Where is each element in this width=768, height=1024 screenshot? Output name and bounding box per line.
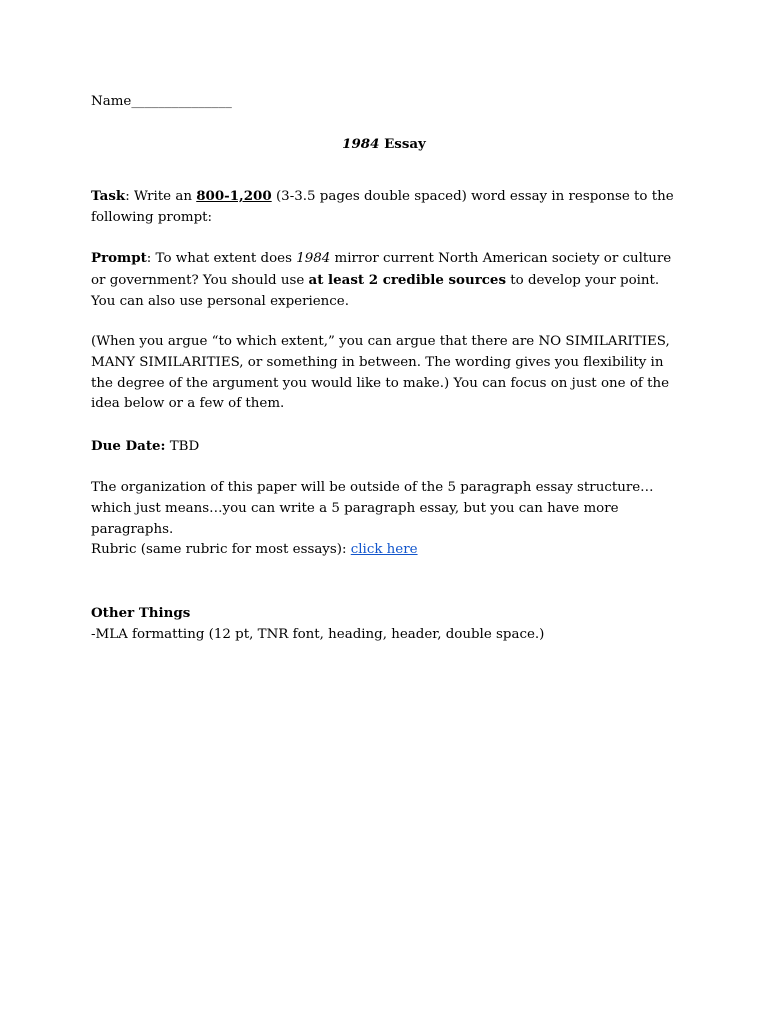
rubric-label: Rubric (same rubric for most essays): xyxy=(91,542,351,557)
prompt-part2: mirror current North American society or culture or government? You should use xyxy=(91,251,672,288)
prompt-sources: at least 2 credible sources xyxy=(308,271,506,288)
other-things-item: -MLA formatting (12 pt, TNR font, heading, header, double space.) xyxy=(91,626,545,642)
prompt-paragraph xyxy=(91,248,681,312)
name-blank[interactable]: _______________ xyxy=(131,94,232,109)
rubric-paragraph xyxy=(91,540,681,561)
name-field-line xyxy=(91,92,681,113)
task-rest: (3-3.5 pages double spaced) word essay in response to the following prompt: xyxy=(91,189,674,225)
task-sep: : Write an xyxy=(125,189,197,204)
other-things-section xyxy=(91,603,681,646)
organization-paragraph: The organization of this paper will be outside of the 5 paragraph essay structure…which just means…you can write a 5 paragraph essay, but you can have more paragraphs. xyxy=(91,480,654,537)
due-date-paragraph xyxy=(91,436,681,458)
title-book: 1984 xyxy=(342,136,380,152)
prompt-label: Prompt xyxy=(91,250,147,266)
other-things-heading: Other Things xyxy=(91,605,191,621)
rubric-link[interactable]: click here xyxy=(350,542,418,557)
prompt-part3: to develop your point. You can also use personal experience. xyxy=(91,272,660,309)
note-paragraph: (When you argue “to which extent,” you can argue that there are NO SIMILARITIES, MANY SIMILARITIES, or something in between. The wording gives you flexibility in the degree of the argument you would like to make.) You can focus on just one of the idea below or a few of them. xyxy=(91,334,670,412)
due-date-label: Due Date: xyxy=(91,438,166,454)
task-word-count: 800-1,200 xyxy=(196,188,272,204)
task-paragraph xyxy=(91,186,681,229)
due-date-value: TBD xyxy=(165,439,200,454)
name-label: Name xyxy=(91,94,132,109)
title-rest: Essay xyxy=(379,136,426,152)
prompt-book: 1984 xyxy=(296,251,331,266)
prompt-part1: : To what extent does xyxy=(146,251,297,266)
task-label: Task xyxy=(91,188,126,204)
document-title xyxy=(0,134,768,155)
